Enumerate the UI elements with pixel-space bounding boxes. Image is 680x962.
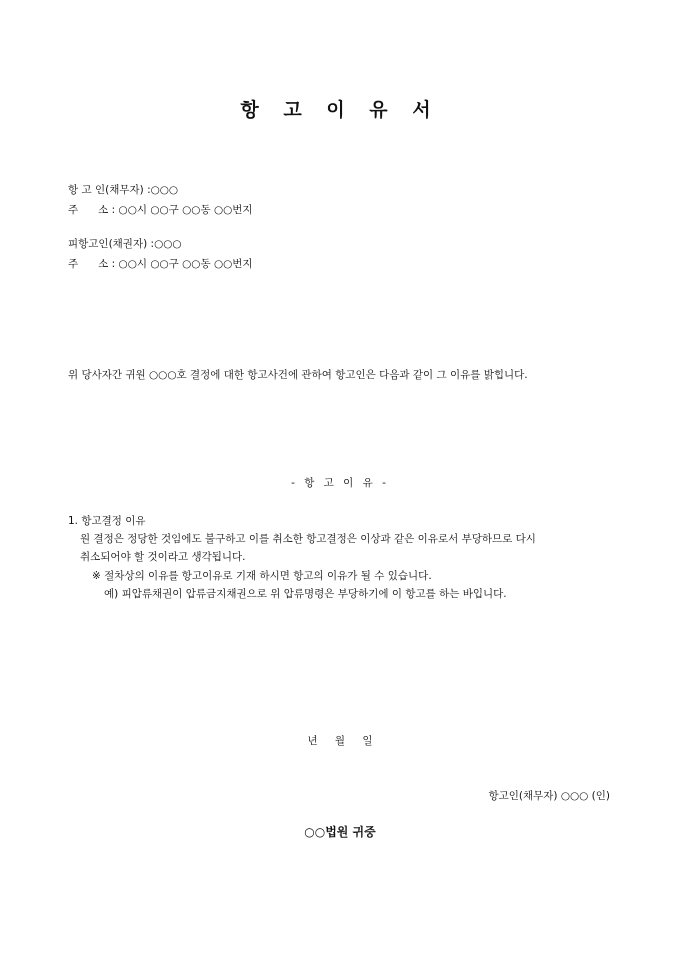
document-title: 항 고 이 유 서	[240, 99, 440, 121]
appellant-line	[68, 183, 178, 197]
appellee-line	[68, 237, 182, 251]
example-line: 예) 피압류채권이 압류금지채권으로 위 압류명령은 부당하기에 이 항고를 하는 바입니다.	[104, 588, 507, 600]
appellant-label: 항 고 인(채무자) :	[68, 184, 151, 196]
appellee-address-label: 주 소 :	[68, 258, 119, 270]
appellee-name: ○○○	[154, 238, 182, 250]
intro-paragraph: 위 당사자간 귀원 ○○○호 결정에 대한 항고사건에 관하여 항고인은 다음과 같이 그 이유를 밝힙니다.	[68, 369, 528, 381]
item1-body-line2: 취소되어야 할 것이라고 생각됩니다.	[80, 551, 246, 563]
appellant-address-label: 주 소 :	[68, 204, 119, 216]
appellee-address-line	[68, 257, 253, 271]
note-line: ※ 절차상의 이유를 항고이유로 기재 하시면 항고의 이유가 될 수 있습니다.	[92, 570, 432, 582]
item1-title: 1. 항고결정 이유	[68, 515, 146, 527]
signer-line: 항고인(채무자) ○○○ (인)	[488, 790, 610, 802]
appellant-address-line	[68, 203, 253, 217]
item1-body-line1: 원 결정은 정당한 것임에도 불구하고 이를 취소한 항고결정은 이상과 같은 이유로서 부당하므로 다시	[80, 533, 536, 545]
appellee-address: ○○시 ○○구 ○○동 ○○번지	[118, 258, 253, 270]
appellant-address: ○○시 ○○구 ○○동 ○○번지	[118, 204, 253, 216]
appellee-label: 피항고인(채권자) :	[68, 238, 155, 250]
appellant-name: ○○○	[150, 184, 179, 196]
reasons-heading: - 항 고 이 유 -	[291, 477, 389, 489]
date-line: 년 월 일	[307, 735, 373, 747]
court-addressee: ○○법원 귀중	[304, 825, 376, 839]
